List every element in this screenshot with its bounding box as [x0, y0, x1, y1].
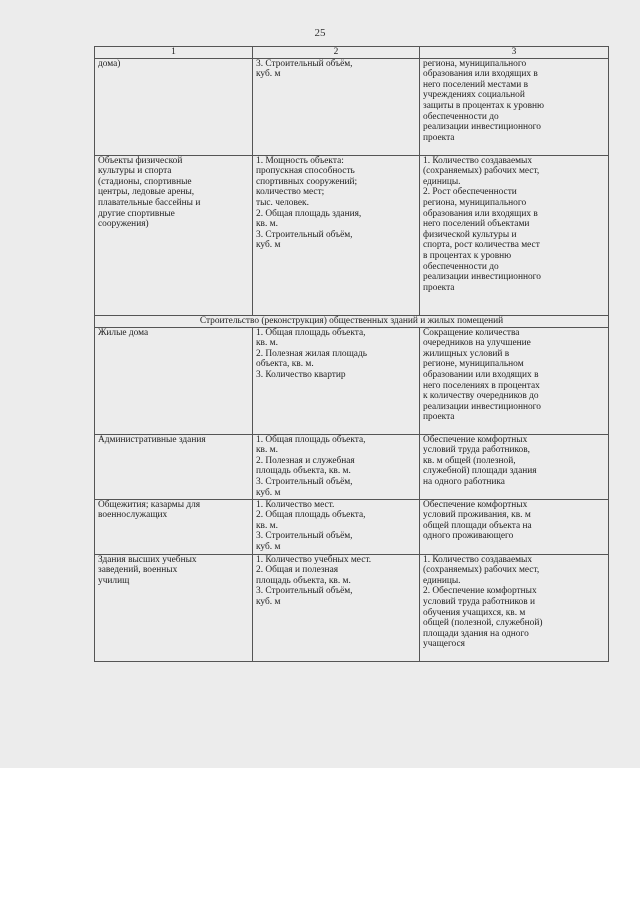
object-type-cell: дома) — [98, 58, 121, 69]
column-number: 2 — [253, 47, 420, 59]
table-row — [95, 327, 609, 434]
column-number: 1 — [95, 47, 253, 59]
table-row — [95, 434, 609, 499]
indicators-cell: 1. Количество учебных мест. 2. Общая и полезная площадь объекта, кв. м. 3. Строительный объём, куб. м — [256, 554, 372, 607]
effects-cell: региона, муниципального образования или входящих в него поселений местами в учреждениях социальной защиты в процентах к уровню обеспеченности до реализации инвестиционного проекта — [423, 58, 545, 143]
indicators-cell: 1. Мощность объекта: пропускная способность спортивных сооружений; количество мест; тыс. человек. 2. Общая площадь здания, кв. м. 3. Строительный объём, куб. м — [256, 155, 362, 251]
object-type-cell: Жилые дома — [98, 327, 149, 338]
object-type-cell: Здания высших учебных заведений, военных училищ — [98, 554, 197, 586]
effects-cell: Обеспечение комфортных условий труда работников, кв. м общей (полезной, служебной) площади здания на одного работника — [423, 434, 537, 487]
table-row — [95, 58, 609, 155]
effects-cell: 1. Количество создаваемых (сохраняемых) рабочих мест, единицы. 2. Рост обеспеченности региона, муниципального образования или входящих в него поселений объектами физической культуры и спорта, рост количества мест в процентах к уровню обеспеченности до реализации инвестиционного проекта — [423, 155, 541, 293]
column-number: 3 — [420, 47, 609, 59]
indicators-cell: 1. Общая площадь объекта, кв. м. 2. Полезная жилая площадь объекта, кв. м. 3. Количество квартир — [256, 327, 367, 380]
effects-cell: 1. Количество создаваемых (сохраняемых) рабочих мест, единицы. 2. Обеспечение комфортных условий труда работников и обучения учащихся, кв. м общей (полезной, служебной) площади здания на одного учащегося — [423, 554, 543, 650]
effects-cell: Обеспечение комфортных условий проживания, кв. м общей площади объекта на одного проживающего — [423, 499, 532, 542]
section-heading: Строительство (реконструкция) общественных зданий и жилых помещений — [95, 315, 609, 327]
object-type-cell: Объекты физической культуры и спорта (стадионы, спортивные центры, ледовые арены, плавательные бассейны и другие спортивные сооружения) — [98, 155, 201, 230]
object-type-cell: Общежития; казармы для военнослужащих — [98, 499, 201, 521]
table-row — [95, 155, 609, 315]
indicators-table — [94, 46, 609, 662]
indicators-cell: 1. Общая площадь объекта, кв. м. 2. Полезная и служебная площадь объекта, кв. м. 3. Строительный объём, куб. м — [256, 434, 366, 498]
section-heading-row — [95, 315, 609, 327]
effects-cell: Сокращение количества очередников на улучшение жилищных условий в регионе, муниципальном образовании или входящих в него поселениях в процентах к количеству очередников до реализации инвестиционного проекта — [423, 327, 541, 423]
table-row — [95, 499, 609, 554]
indicators-cell: 3. Строительный объём, куб. м — [256, 58, 353, 80]
object-type-cell: Административные здания — [98, 434, 206, 445]
column-number-row — [95, 47, 609, 59]
page-number: 25 — [314, 27, 326, 39]
indicators-cell: 1. Количество мест. 2. Общая площадь объекта, кв. м. 3. Строительный объём, куб. м — [256, 499, 366, 552]
table-row — [95, 554, 609, 661]
